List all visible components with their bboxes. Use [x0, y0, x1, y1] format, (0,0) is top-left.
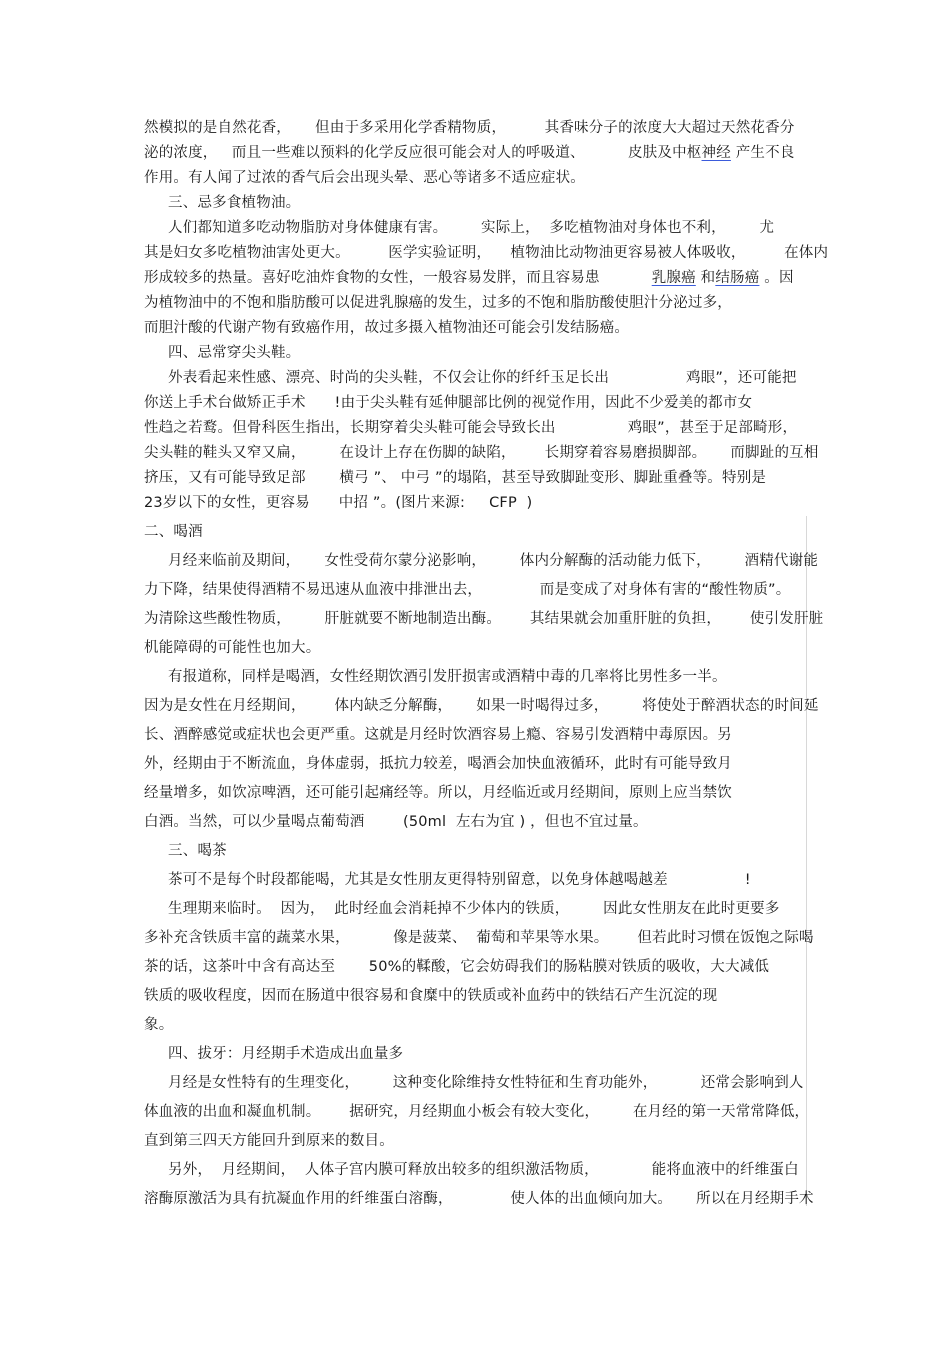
text-line: 生理期来临时。 因为， 此时经血会消耗掉不少体内的铁质， 因此女性朋友在此时更要多 — [144, 901, 780, 917]
text-line: 茶的话，这茶叶中含有高达至 50%的鞣酸，它会妨碍我们的肠粘膜对铁质的吸收，大大减低 — [144, 959, 770, 975]
section-heading: 四、忌常穿尖头鞋。 — [144, 345, 301, 361]
text-line: 尖头鞋的鞋头又窄又扁， 在设计上存在伤脚的缺陷， 长期穿着容易磨损脚部。 而脚趾的互相 — [144, 445, 819, 461]
text-line: 而胆汁酸的代谢产物有致癌作用，故过多摄入植物油还可能会引发结肠癌。 — [144, 320, 630, 336]
text-line: 月经是女性特有的生理变化， 这种变化除维持女性特征和生育功能外， 还常会影响到人 — [144, 1075, 804, 1091]
text-line: 长、酒醉感觉或症状也会更严重。这就是月经时饮酒容易上瘾、容易引发酒精中毒原因。另 — [144, 727, 732, 743]
text-line: 你送上手术台做矫正手术 !由于尖头鞋有延伸腿部比例的视觉作用，因此不少爱美的都市女 — [144, 395, 753, 411]
text-line: 挤压，又有可能导致足部 横弓 ”、 中弓 ”的塌陷，甚至导致脚趾变形、脚趾重叠等。特别是 — [144, 470, 767, 486]
text-line: 铁质的吸收程度，因而在肠道中很容易和食糜中的铁质或补血药中的铁结石产生沉淀的现 — [144, 988, 718, 1004]
text-line: 体血液的出血和凝血机制。 据研究，月经期血小板会有较大变化， 在月经的第一天常常降低， — [144, 1104, 810, 1120]
text-line: 因为是女性在月经期间， 体内缺乏分解酶， 如果一时喝得过多， 将使处于醉酒状态的时间延 — [144, 698, 819, 714]
text-line: 然模拟的是自然花香， 但由于多采用化学香精物质， 其香味分子的浓度大大超过天然花香分 — [144, 120, 795, 136]
text-line: 力下降，结果使得酒精不易迅速从血液中排泄出去， 而是变成了对身体有害的“酸性物质”。 — [144, 582, 791, 598]
text-line: 月经来临前及期间， 女性受荷尔蒙分泌影响， 体内分解酶的活动能力低下， 酒精代谢能 — [144, 553, 819, 569]
text-line: 外表看起来性感、漂亮、时尚的尖头鞋，不仅会让你的纤纤玉足长出 鸡眼”，还可能把 — [144, 370, 797, 386]
text-line: 直到第三四天方能回升到原来的数目。 — [144, 1133, 394, 1149]
text-line: 作用。有人闻了过浓的香气后会出现头晕、恶心等诸多不适应症状。 — [144, 170, 585, 186]
text-line: 白酒。当然，可以少量喝点葡萄酒 (50ml 左右为宜 ) ，但也不宜过量。 — [144, 814, 648, 830]
section-heading: 二、喝酒 — [144, 524, 203, 540]
text-line: 外，经期由于不断流血，身体虚弱，抵抗力较差，喝酒会加快血液循环，此时有可能导致月 — [144, 756, 732, 772]
text-line: 有报道称，同样是喝酒，女性经期饮酒引发肝损害或酒精中毒的几率将比男性多一半。 — [144, 669, 727, 685]
section-heading: 四、拔牙：月经期手术造成出血量多 — [144, 1046, 404, 1062]
section-heading: 三、忌多食植物油。 — [144, 195, 301, 211]
text-line: 机能障碍的可能性也加大。 — [144, 640, 321, 656]
text-line: 人们都知道多吃动物脂肪对身体健康有害。 实际上， 多吃植物油对身体也不利， 尤 — [144, 220, 775, 236]
text-line: 象。 — [144, 1017, 174, 1033]
text-line: 另外， 月经期间， 人体子宫内膜可释放出较多的组织激活物质， 能将血液中的纤维蛋白 — [144, 1162, 799, 1178]
text-line: 其是妇女多吃植物油害处更大。 医学实验证明， 植物油比动物油更容易被人体吸收， 在体内 — [144, 245, 829, 261]
text-line: 为清除这些酸性物质， 肝脏就要不断地制造出酶。 其结果就会加重肝脏的负担， 使引发肝脏 — [144, 611, 824, 627]
text-line: 泌的浓度， 而且一些难以预料的化学反应很可能会对人的呼吸道、 皮肤及中枢神经 产生不良 — [144, 145, 795, 161]
link-nerve[interactable]: 神经 — [701, 145, 731, 161]
text-line: 23岁以下的女性，更容易 中招 ”。(图片来源: CFP ) — [144, 495, 533, 511]
text-line: 多补充含铁质丰富的蔬菜水果， 像是菠菜、 葡萄和苹果等水果。 但若此时习惯在饭饱之际喝 — [144, 930, 814, 946]
text-line: 溶酶原激活为具有抗凝血作用的纤维蛋白溶酶， 使人体的出血倾向加大。 所以在月经期手术 — [144, 1191, 814, 1207]
text-line: 茶可不是每个时段都能喝，尤其是女性朋友更得特别留意，以免身体越喝越差 ! — [144, 872, 751, 888]
text-line: 形成较多的热量。喜好吃油炸食物的女性，一般容易发胖，而且容易患 乳腺癌 和结肠癌 。因 — [144, 270, 794, 286]
text-line: 经量增多，如饮凉啤酒，还可能引起痛经等。所以，月经临近或月经期间，原则上应当禁饮 — [144, 785, 732, 801]
link-breast-cancer[interactable]: 乳腺癌 — [651, 270, 696, 286]
text-line: 性趋之若鹜。但骨科医生指出，长期穿着尖头鞋可能会导致长出 鸡眼”，甚至于足部畸形， — [144, 420, 798, 436]
link-colon-cancer[interactable]: 结肠癌 — [715, 270, 760, 286]
text-line: 为植物油中的不饱和脂肪酸可以促进乳腺癌的发生，过多的不饱和脂肪酸使胆汁分泌过多， — [144, 295, 732, 311]
section-heading: 三、喝茶 — [144, 843, 227, 859]
